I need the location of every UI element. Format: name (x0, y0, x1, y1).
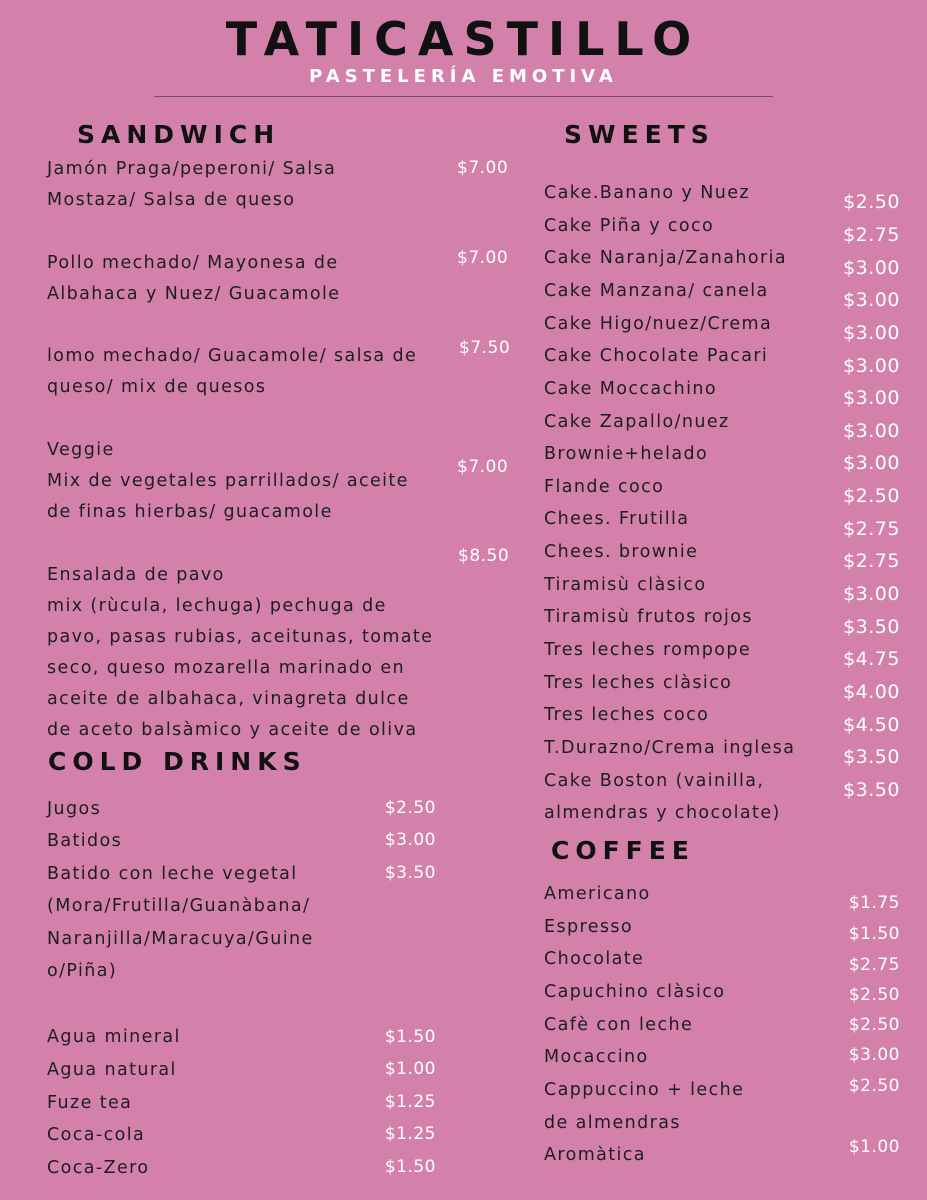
item-description: Veggie (47, 440, 115, 460)
item-price: $4.00 (843, 681, 900, 703)
item-name: o/Piña) (47, 961, 118, 981)
item-price: $7.00 (457, 158, 509, 178)
item-price: $2.75 (843, 518, 900, 540)
item-price: $3.50 (843, 746, 900, 768)
item-name: Cake Higo/nuez/Crema (544, 314, 773, 334)
item-name: Jugos (47, 799, 102, 819)
item-price: $1.75 (848, 893, 900, 913)
item-name: Cake Piña y coco (544, 216, 715, 236)
item-price: $1.00 (384, 1059, 436, 1079)
item-price: $3.00 (843, 355, 900, 377)
header-divider (154, 96, 773, 97)
item-name: Fuze tea (47, 1093, 133, 1113)
item-price: $3.00 (843, 257, 900, 279)
item-price: $2.75 (843, 550, 900, 572)
item-name: Cake Naranja/Zanahoria (544, 248, 787, 268)
item-name: Espresso (544, 917, 634, 937)
item-description: Mix de vegetales parrillados/ aceite (47, 471, 409, 491)
item-name: de almendras (544, 1113, 681, 1133)
item-description: pavo, pasas rubias, aceitunas, tomate (47, 627, 434, 647)
item-name: Batidos (47, 831, 123, 851)
item-name: Aromàtica (544, 1145, 646, 1165)
item-name: Flande coco (544, 477, 665, 497)
item-name: Cake.Banano y Nuez (544, 183, 750, 203)
item-price: $3.00 (843, 322, 900, 344)
item-name: T.Durazno/Crema inglesa (544, 738, 796, 758)
item-price: $3.50 (843, 616, 900, 638)
item-price: $7.50 (459, 338, 511, 358)
item-price: $2.50 (848, 985, 900, 1005)
item-price: $1.25 (384, 1124, 436, 1144)
item-price: $4.75 (843, 648, 900, 670)
item-description: Jamón Praga/peperoni/ Salsa (47, 159, 337, 179)
item-name: Cake Boston (vainilla, (544, 771, 765, 791)
item-name: Agua natural (47, 1060, 177, 1080)
cold-drinks-heading: COLD DRINKS (48, 747, 307, 776)
item-name: Chees. Frutilla (544, 509, 690, 529)
item-price: $3.50 (843, 779, 900, 801)
item-price: $7.00 (457, 457, 509, 477)
item-description: Mostaza/ Salsa de queso (47, 190, 296, 210)
item-price: $3.00 (384, 830, 436, 850)
item-price: $2.50 (843, 191, 900, 213)
sweets-heading: SWEETS (564, 120, 715, 149)
item-price: $2.50 (843, 485, 900, 507)
item-name: Tiramisù clàsico (544, 575, 707, 595)
item-price: $1.50 (848, 924, 900, 944)
item-price: $3.50 (384, 863, 436, 883)
coffee-heading: COFFEE (551, 836, 695, 865)
item-price: $8.50 (458, 546, 510, 566)
item-description: lomo mechado/ Guacamole/ salsa de (47, 346, 418, 366)
item-name: Mocaccino (544, 1047, 649, 1067)
item-name: Cake Manzana/ canela (544, 281, 769, 301)
item-price: $2.50 (848, 1015, 900, 1035)
item-name: (Mora/Frutilla/Guanàbana/ (47, 896, 311, 916)
item-name: Cake Chocolate Pacari (544, 346, 769, 366)
item-description: Albahaca y Nuez/ Guacamole (47, 284, 341, 304)
item-price: $3.00 (843, 583, 900, 605)
item-price: $2.75 (848, 955, 900, 975)
item-price: $1.00 (848, 1137, 900, 1157)
item-price: $3.00 (843, 420, 900, 442)
item-name: Cake Moccachino (544, 379, 717, 399)
item-description: de finas hierbas/ guacamole (47, 502, 333, 522)
item-price: $3.00 (843, 289, 900, 311)
item-description: Ensalada de pavo (47, 565, 225, 585)
item-description: Pollo mechado/ Mayonesa de (47, 253, 339, 273)
item-name: Capuchino clàsico (544, 982, 726, 1002)
item-name: Tres leches clàsico (544, 673, 733, 693)
item-description: aceite de albahaca, vinagreta dulce (47, 689, 410, 709)
item-description: de aceto balsàmico y aceite de oliva (47, 720, 418, 740)
item-name: Cappuccino + leche (544, 1080, 745, 1100)
item-price: $1.50 (384, 1157, 436, 1177)
menu-title: TATICASTILLO (225, 12, 702, 66)
item-name: Batido con leche vegetal (47, 864, 298, 884)
item-price: $1.50 (384, 1027, 436, 1047)
item-name: Brownie+helado (544, 444, 709, 464)
item-price: $7.00 (457, 248, 509, 268)
item-price: $1.25 (384, 1092, 436, 1112)
item-name: Coca-cola (47, 1125, 146, 1145)
item-price: $2.50 (384, 798, 436, 818)
item-name: almendras y chocolate) (544, 803, 781, 823)
item-name: Tres leches coco (544, 705, 710, 725)
item-price: $2.50 (848, 1076, 900, 1096)
item-name: Americano (544, 884, 651, 904)
item-name: Agua mineral (47, 1027, 181, 1047)
item-name: Chocolate (544, 949, 645, 969)
item-name: Cafè con leche (544, 1015, 694, 1035)
item-name: Tiramisù frutos rojos (544, 607, 753, 627)
item-name: Chees. brownie (544, 542, 699, 562)
item-description: queso/ mix de quesos (47, 377, 267, 397)
item-price: $2.75 (843, 224, 900, 246)
item-price: $3.00 (848, 1045, 900, 1065)
item-description: mix (rùcula, lechuga) pechuga de (47, 596, 387, 616)
item-price: $3.00 (843, 452, 900, 474)
item-name: Coca-Zero (47, 1158, 150, 1178)
item-price: $3.00 (843, 387, 900, 409)
item-name: Tres leches rompope (544, 640, 752, 660)
menu-subtitle: PASTELERÍA EMOTIVA (309, 66, 618, 87)
item-name: Cake Zapallo/nuez (544, 412, 730, 432)
item-price: $4.50 (843, 714, 900, 736)
item-description: seco, queso mozarella marinado en (47, 658, 406, 678)
sandwich-heading: SANDWICH (77, 120, 281, 149)
item-name: Naranjilla/Maracuya/Guine (47, 929, 314, 949)
